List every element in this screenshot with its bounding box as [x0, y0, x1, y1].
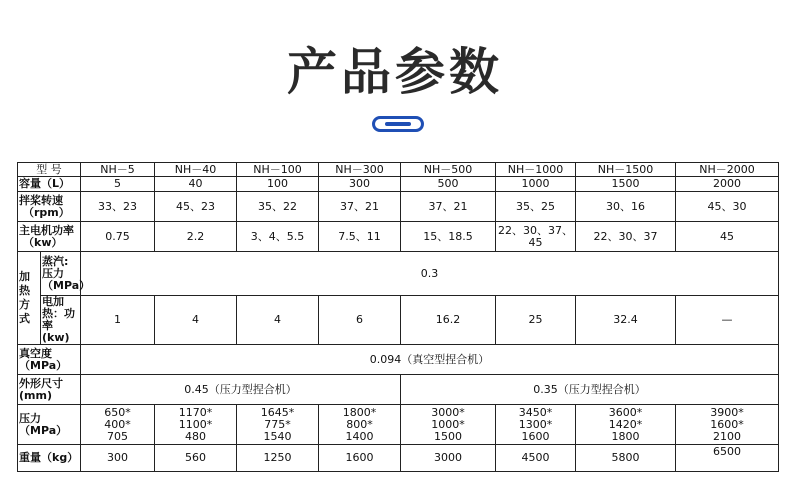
table-row-dims	[18, 375, 779, 405]
pressure-line: 775*	[264, 417, 291, 431]
model-cell: NH－500	[401, 163, 496, 177]
vacuum-label-line2: （MPa）	[19, 358, 68, 372]
dims-label-line2: (mm)	[19, 388, 52, 402]
vacuum-label-line1: 真空度	[19, 346, 52, 360]
dims-label	[18, 375, 81, 405]
weight-label: 重量（kg）	[18, 445, 81, 472]
vacuum-label	[18, 345, 81, 375]
pressure-cell	[676, 405, 779, 445]
motor-cell: 22、30、37、45	[496, 222, 576, 252]
pressure-line: 480	[185, 429, 206, 443]
capacity-cell: 1000	[496, 177, 576, 192]
weight-cell: 6500	[676, 445, 779, 472]
pressure-line: 650*	[104, 405, 131, 419]
pressure-cell	[81, 405, 155, 445]
pressure-cell	[576, 405, 676, 445]
table-row-steam	[18, 252, 779, 296]
electric-cell: 4	[237, 296, 319, 345]
electric-cell: 6	[319, 296, 401, 345]
pressure-cell	[237, 405, 319, 445]
pressure-line: 1600	[521, 429, 550, 443]
capacity-cell: 500	[401, 177, 496, 192]
model-cell: NH－40	[155, 163, 237, 177]
model-cell: NH－100	[237, 163, 319, 177]
motor-cell: 2.2	[155, 222, 237, 252]
dims-label-line1: 外形尺寸	[19, 376, 63, 390]
speed-cell: 37、21	[401, 192, 496, 222]
pressure-line: 1170*	[178, 405, 213, 419]
pressure-line: 1800	[611, 429, 640, 443]
table-row-electric	[18, 296, 779, 345]
steam-value: 0.3	[81, 252, 779, 296]
motor-label	[18, 222, 81, 252]
pressure-line: 1400	[345, 429, 374, 443]
pressure-line: 800*	[346, 417, 373, 431]
motor-cell: 22、30、37	[576, 222, 676, 252]
table-row-speed	[18, 192, 779, 222]
model-cell: NH－1000	[496, 163, 576, 177]
steam-label-line: 压力	[42, 266, 64, 280]
heating-char: 热	[19, 284, 30, 297]
spec-table	[17, 162, 779, 472]
heating-group-label	[18, 252, 41, 345]
model-cell: NH－300	[319, 163, 401, 177]
vacuum-value: 0.094（真空型捏合机）	[81, 345, 779, 375]
capacity-cell: 1500	[576, 177, 676, 192]
dims-value-b: 0.35（压力型捏合机）	[401, 375, 779, 405]
pressure-cell	[319, 405, 401, 445]
speed-cell: 33、23	[81, 192, 155, 222]
electric-label-line: 热：功	[42, 307, 75, 320]
pressure-line: 1600*	[710, 417, 744, 431]
motor-cell: 7.5、11	[319, 222, 401, 252]
capacity-cell: 40	[155, 177, 237, 192]
motor-label-line2: （kw）	[23, 235, 63, 249]
weight-cell: 5800	[576, 445, 676, 472]
model-cell: NH－1500	[576, 163, 676, 177]
pressure-line: 1420*	[608, 417, 643, 431]
weight-cell: 1600	[319, 445, 401, 472]
steam-label	[41, 252, 91, 296]
electric-cell: 32.4	[576, 296, 676, 345]
electric-cell: 4	[155, 296, 237, 345]
pressure-line: 3900*	[710, 405, 744, 419]
electric-label-line: 电加	[42, 295, 64, 308]
speed-cell: 45、23	[155, 192, 237, 222]
table-row-header	[18, 163, 779, 177]
speed-label-line1: 拌桨转速	[19, 193, 63, 207]
electric-cell: 25	[496, 296, 576, 345]
pressure-line: 3000*	[431, 405, 465, 419]
weight-cell: 300	[81, 445, 155, 472]
pressure-line: 1300*	[518, 417, 553, 431]
motor-cell: 0.75	[81, 222, 155, 252]
weight-cell: 3000	[401, 445, 496, 472]
model-cell: NH－2000	[676, 163, 779, 177]
dims-value-a: 0.45（压力型捏合机）	[81, 375, 401, 405]
speed-cell: 37、21	[319, 192, 401, 222]
pressure-line: 2100	[713, 429, 741, 443]
table-row-weight	[18, 445, 779, 472]
pressure-line: 1645*	[260, 405, 295, 419]
pressure-line: 1800*	[342, 405, 377, 419]
pressure-label: 压力（MPa）	[18, 405, 81, 445]
speed-cell: 30、16	[576, 192, 676, 222]
capacity-cell: 100	[237, 177, 319, 192]
motor-cell: 3、4、5.5	[237, 222, 319, 252]
capacity-cell: 5	[81, 177, 155, 192]
pressure-cell	[155, 405, 237, 445]
pressure-line: 1100*	[178, 417, 213, 431]
pressure-line: 1540	[263, 429, 292, 443]
page-title: 产品参数	[287, 43, 503, 101]
pressure-line: 400*	[104, 417, 131, 431]
steam-label-line: 蒸汽:	[42, 254, 69, 268]
steam-label-line: （MPa）	[42, 278, 91, 292]
weight-cell: 560	[155, 445, 237, 472]
speed-label-line2: （rpm）	[23, 205, 70, 219]
pressure-cell	[401, 405, 496, 445]
pressure-line: 1000*	[431, 417, 465, 431]
pressure-line: 705	[107, 429, 128, 443]
electric-cell: 1	[81, 296, 155, 345]
capacity-cell: 2000	[676, 177, 779, 192]
electric-cell: —	[676, 296, 779, 345]
heating-char: 方	[19, 298, 30, 311]
header-label: 型 号	[18, 163, 81, 177]
table-row-vacuum	[18, 345, 779, 375]
speed-cell: 35、22	[237, 192, 319, 222]
pressure-line: 3600*	[608, 405, 643, 419]
pressure-cell	[496, 405, 576, 445]
table-row-capacity	[18, 177, 779, 192]
model-cell: NH－5	[81, 163, 155, 177]
table-row-pressure	[18, 405, 779, 445]
table-row-motor	[18, 222, 779, 252]
electric-label-line: 率(kw)	[42, 319, 70, 344]
speed-cell: 45、30	[676, 192, 779, 222]
motor-label-line1: 主电机功率	[19, 223, 74, 237]
title-divider-icon	[372, 116, 424, 132]
motor-cell: 45	[676, 222, 779, 252]
pressure-line: 1500	[434, 429, 462, 443]
pressure-line: 3450*	[518, 405, 553, 419]
weight-cell: 4500	[496, 445, 576, 472]
weight-cell: 1250	[237, 445, 319, 472]
electric-label	[41, 296, 81, 345]
capacity-label: 容量（L）	[18, 177, 81, 192]
heating-char: 式	[19, 312, 30, 325]
motor-cell: 15、18.5	[401, 222, 496, 252]
electric-cell: 16.2	[401, 296, 496, 345]
capacity-cell: 300	[319, 177, 401, 192]
speed-cell: 35、25	[496, 192, 576, 222]
heating-char: 加	[19, 270, 30, 283]
speed-label	[18, 192, 81, 222]
